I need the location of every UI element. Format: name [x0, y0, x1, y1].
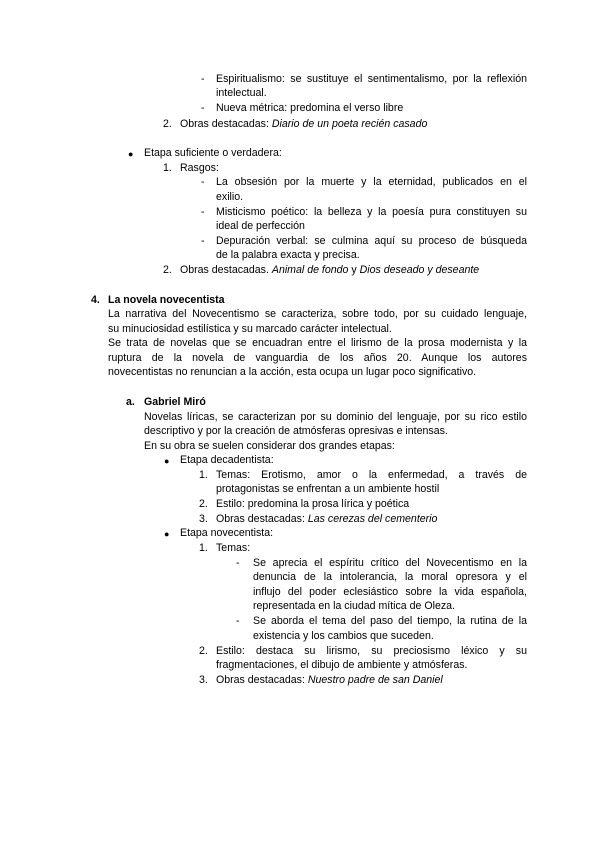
- list-marker: 2.: [163, 118, 172, 130]
- label: Obras destacadas.: [180, 264, 272, 276]
- text-line: Espiritualismo: se sustituye el sentimentalismo, por la reflexión: [216, 73, 527, 85]
- text-line: representada en la ciudad mítica de Oleza.: [253, 600, 455, 612]
- bullet-icon: ●: [164, 529, 170, 539]
- list-marker: 2.: [163, 264, 172, 276]
- text-line: Estilo: destaca su lirismo, su preciosismo léxico y su: [216, 645, 527, 657]
- label: Obras destacadas:: [180, 118, 272, 130]
- list-marker: -: [236, 615, 240, 627]
- text-line: Estilo: predomina la prosa lírica y poética: [216, 498, 410, 510]
- text-line: [216, 673, 443, 687]
- label: Obras destacadas:: [216, 674, 308, 686]
- text-line: Temas:: [216, 542, 251, 554]
- list-marker: 1.: [199, 469, 208, 481]
- list-marker: 3.: [199, 513, 208, 525]
- subsection-title: Gabriel Miró: [144, 396, 206, 408]
- text-line: Depuración verbal: se culmina aquí su proceso de búsqueda: [216, 235, 527, 247]
- paragraph-line: novecentistas no renuncian a la acción, esta ocupa un lugar poco significativo.: [108, 366, 477, 378]
- list-marker: -: [201, 102, 205, 114]
- text-line: fragmentaciones, el dibujo de ambiente y atmósferas.: [216, 659, 468, 671]
- text-line: influjo del poder eclesiástico sobre la vida española,: [253, 586, 527, 598]
- list-marker: 2.: [199, 645, 208, 657]
- list-marker: -: [236, 557, 240, 569]
- text-line: protagonistas se enfrentan a un ambiente hostil: [216, 483, 440, 495]
- list-marker: -: [201, 206, 205, 218]
- text-line: Se aprecia el espíritu crítico del Novecentismo en la: [253, 557, 527, 569]
- bullet-icon: ●: [164, 456, 170, 466]
- subsection-marker: a.: [126, 396, 135, 408]
- list-heading: Etapa suficiente o verdadera:: [144, 147, 282, 159]
- work-title: Animal de fondo: [271, 264, 349, 276]
- paragraph-line: Novelas líricas, se caracterizan por su dominio del lenguaje, por su rico estilo: [144, 411, 527, 423]
- text-line: Misticismo poético: la belleza y la poesía pura constituyen su: [216, 206, 527, 218]
- list-heading: Etapa novecentista:: [180, 527, 274, 539]
- paragraph-line: ruptura de la novela de vanguardia de los años 20. Aunque los autores: [108, 352, 527, 364]
- label: Obras destacadas:: [216, 513, 308, 525]
- work-title: Nuestro padre de san Daniel: [307, 674, 443, 686]
- text-line: ideal de perfección: [216, 220, 305, 232]
- work-title: Las cerezas del cementerio: [307, 513, 438, 525]
- text-line: [180, 263, 479, 277]
- list-marker: -: [201, 176, 205, 188]
- work-title: Diario de un poeta recién casado: [271, 118, 428, 130]
- text-line: Temas: Erotismo, amor o la enfermedad, a través de: [216, 469, 527, 481]
- connector: y: [348, 264, 360, 276]
- list-marker: -: [201, 73, 205, 85]
- text-line: Se aborda el tema del paso del tiempo, la rutina de la: [253, 615, 527, 627]
- list-marker: 2.: [199, 498, 208, 510]
- bullet-icon: ●: [128, 149, 134, 159]
- paragraph-line: Se trata de novelas que se encuadran entre el lirismo de la prosa modernista y la: [108, 337, 527, 349]
- section-title: La novela novecentista: [108, 294, 225, 306]
- list-marker: -: [201, 235, 205, 247]
- section-number: 4.: [91, 294, 100, 306]
- paragraph-line: La narrativa del Novecentismo se caracteriza, sobre todo, por su cuidado lenguaje,: [108, 308, 527, 320]
- text-line: Nueva métrica: predomina el verso libre: [216, 102, 404, 114]
- list-marker: 1.: [163, 162, 172, 174]
- list-marker: 3.: [199, 674, 208, 686]
- text-line: intelectual.: [216, 87, 267, 99]
- text-line: Rasgos:: [180, 162, 219, 174]
- list-marker: 1.: [199, 542, 208, 554]
- paragraph-line: descriptivo y por la creación de atmósferas opresivas e intensas.: [144, 425, 448, 437]
- text-line: [180, 117, 427, 131]
- text-line: denuncia de la intolerancia, la moral opresora y el: [253, 571, 527, 583]
- list-heading: Etapa decadentista:: [180, 454, 274, 466]
- text-line: de la palabra exacta y precisa.: [216, 249, 360, 261]
- paragraph-line: su minuciosidad estilística y su marcado carácter intelectual.: [108, 323, 392, 335]
- text-line: exilio.: [216, 191, 244, 203]
- text-line: existencia y los cambios que suceden.: [253, 630, 434, 642]
- work-title: Dios deseado y deseante: [359, 264, 480, 276]
- text-line: [216, 512, 437, 526]
- paragraph-line: En su obra se suelen considerar dos grandes etapas:: [144, 440, 395, 452]
- text-line: La obsesión por la muerte y la eternidad, publicados en el: [216, 176, 527, 188]
